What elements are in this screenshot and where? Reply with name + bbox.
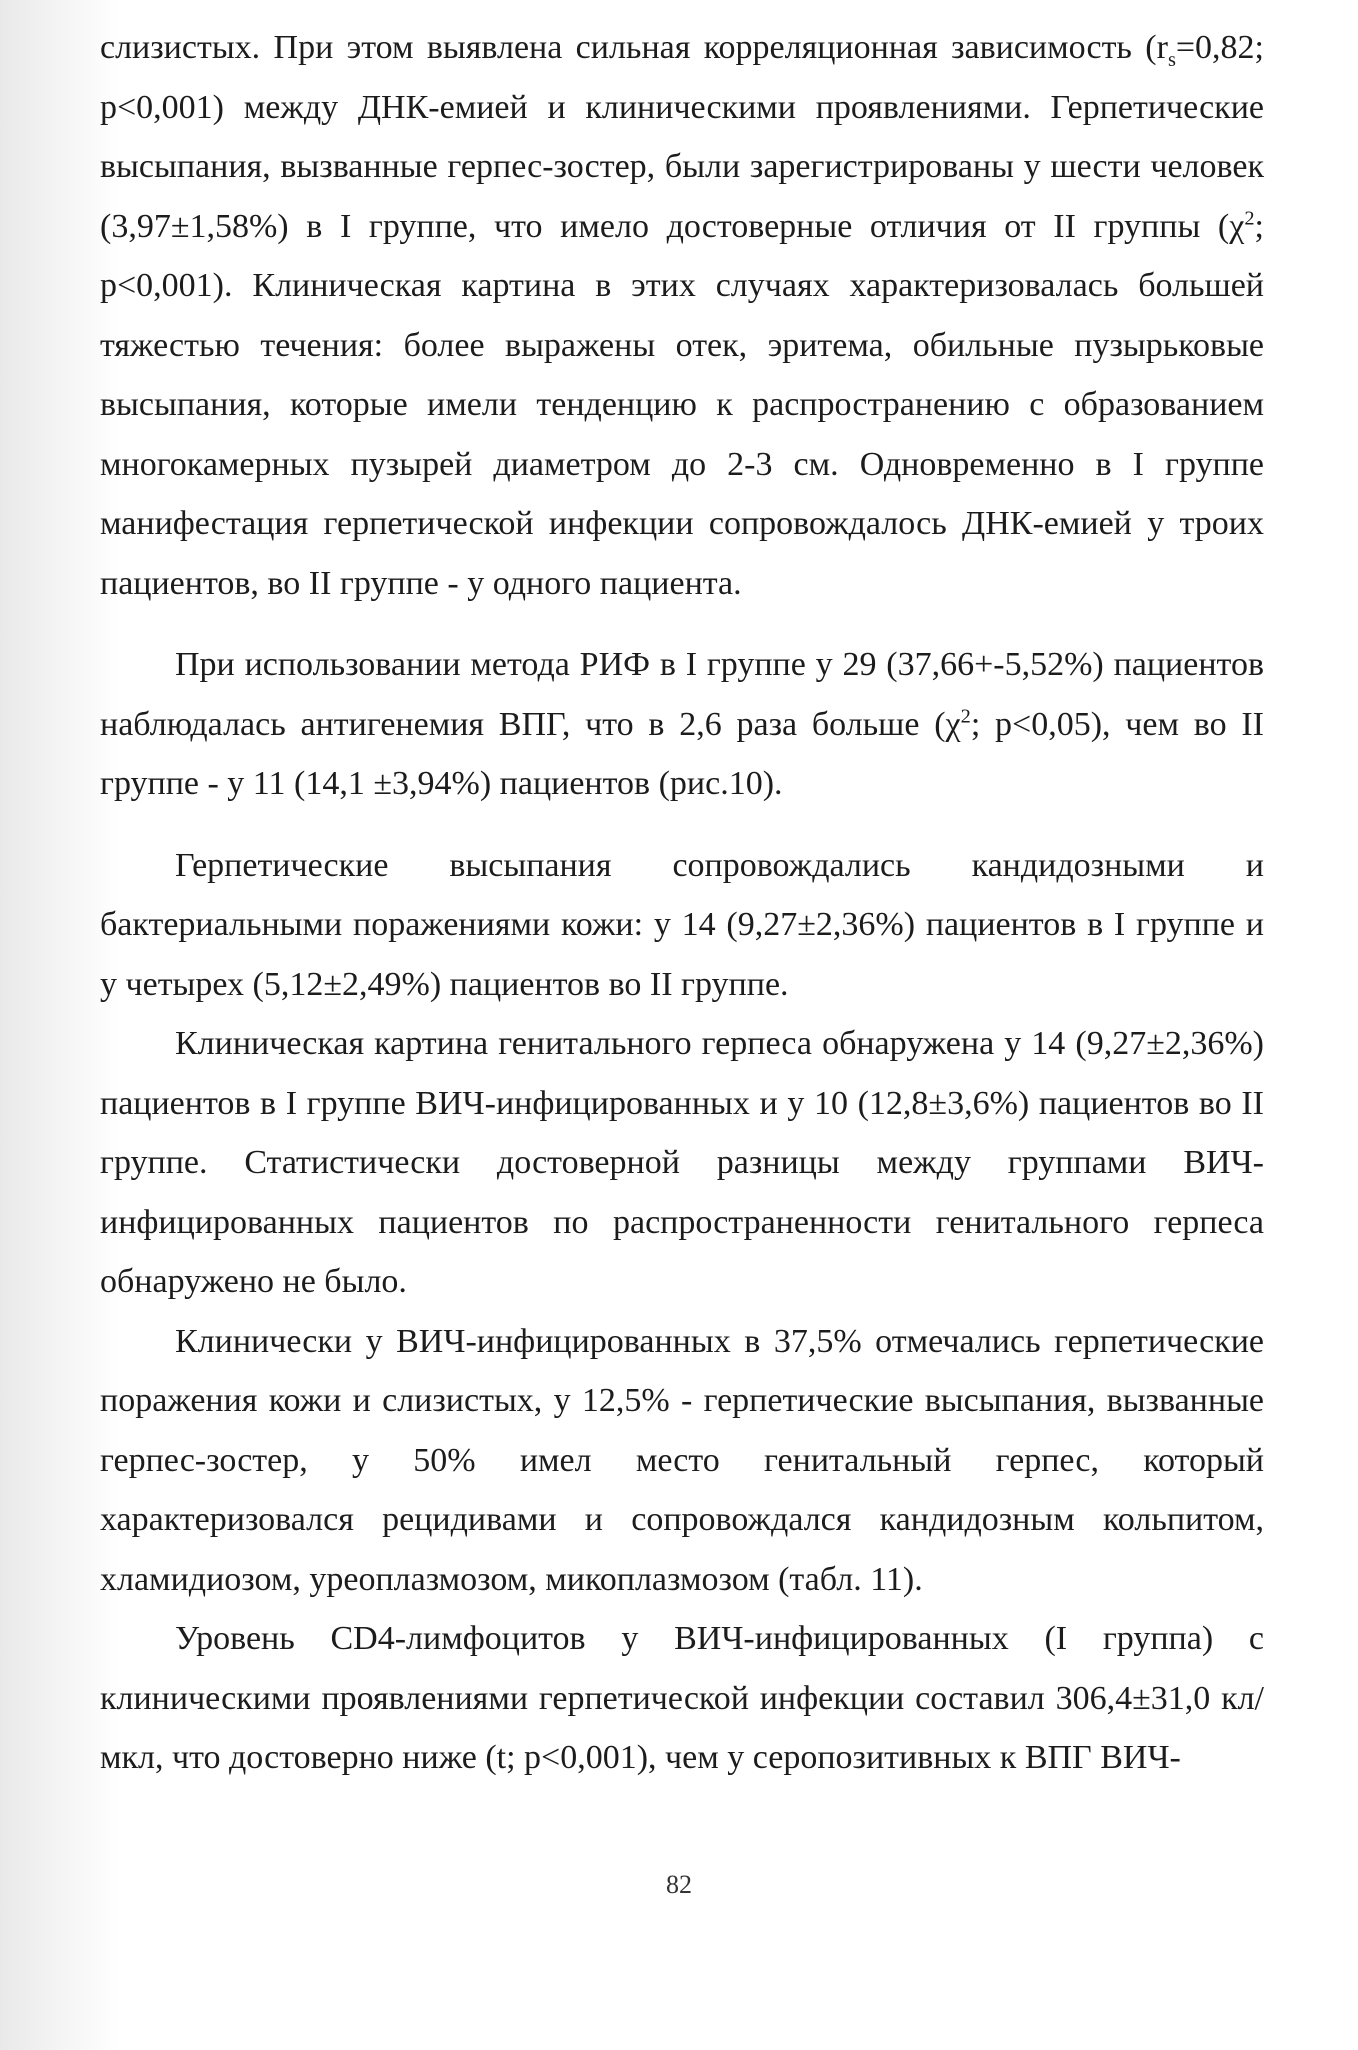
page-number: 82 bbox=[666, 1870, 692, 1899]
text-run: Клинически у ВИЧ-инфицированных в 37,5% отмечались герпетические поражения кожи и слизистых, у 12,5% - герпетические высыпания, вызванные герпес-зостер, у 50% имел место генитальный герпес, который характеризовался рецидивами и сопровождался кандидозным кольпитом, хламидиозом, уреоплазмозом, микоплазмозом (табл. 11). bbox=[100, 1322, 1264, 1598]
superscript: 2 bbox=[960, 705, 971, 728]
superscript: 2 bbox=[1244, 207, 1255, 230]
text-run: При использовании метода РИФ в I группе у 29 (37,66+-5,52%) пациентов наблюдалась антигенемия ВПГ, что в 2,6 раза больше (χ bbox=[100, 646, 1264, 743]
text-run: ; р<0,05), чем во II группе - у 11 (14,1 ±3,94%) пациентов (рис.10). bbox=[100, 705, 1264, 802]
paragraph-gap bbox=[100, 814, 1264, 836]
paragraph-1 bbox=[100, 18, 1264, 613]
paragraph-6 bbox=[100, 1609, 1264, 1788]
text-run: ; р<0,001). Клиническая картина в этих случаях характеризовалась большей тяжестью течения: более выражены отек, эритема, обильные пузырьковые высыпания, которые имели тенденцию к распространению с образованием многокамерных пузырей диаметром до 2-3 см. Одновременно в I группе манифестация герпетической инфекции сопровождалось ДНК-емией у троих пациентов, во II группе - у одного пациента. bbox=[100, 207, 1264, 602]
paragraph-3 bbox=[100, 836, 1264, 1015]
paragraph-2 bbox=[100, 635, 1264, 814]
text-run: =0,82; р<0,001) между ДНК-емией и клиническими проявлениями. Герпетические высыпания, вызванные герпес-зостер, были зарегистрированы у шести человек (3,97±1,58%) в I группе, что имело достоверные отличия от II группы (χ bbox=[100, 29, 1264, 245]
paragraph-4 bbox=[100, 1014, 1264, 1312]
paragraph-gap bbox=[100, 613, 1264, 635]
subscript: s bbox=[1167, 48, 1176, 71]
text-run: Герпетические высыпания сопровождались кандидозными и бактериальными поражениями кожи: у 14 (9,27±2,36%) пациентов в I группе и у четырех (5,12±2,49%) пациентов во II группе. bbox=[100, 846, 1264, 1003]
document-page bbox=[100, 18, 1264, 1788]
text-run: слизистых. При этом выявлена сильная корреляционная зависимость (r bbox=[100, 29, 1168, 66]
text-run: Уровень CD4-лимфоцитов у ВИЧ-инфицированных (I группа) с клиническими проявлениями герпетической инфекции составил 306,4±31,0 кл/мкл, что достоверно ниже (t; р<0,001), чем у серопозитивных к ВПГ ВИЧ- bbox=[100, 1620, 1264, 1776]
paragraph-5 bbox=[100, 1312, 1264, 1610]
text-run: Клиническая картина генитального герпеса обнаружена у 14 (9,27±2,36%) пациентов в I группе ВИЧ-инфицированных и у 10 (12,8±3,6%) пациентов во II группе. Статистически достоверной разницы между группами ВИЧ-инфицированных пациентов по распространенности генитального герпеса обнаружено не было. bbox=[100, 1025, 1264, 1300]
